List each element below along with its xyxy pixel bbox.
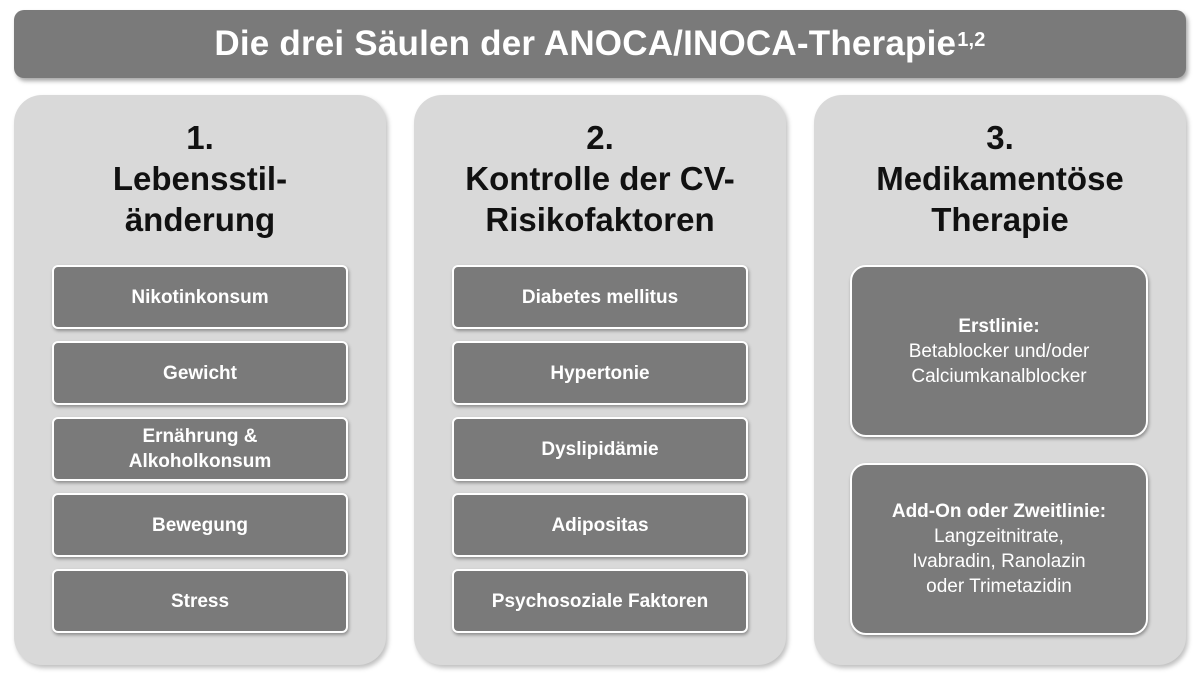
pillar-title-line: änderung — [124, 201, 276, 238]
pillar-risk-factors — [414, 95, 786, 665]
pillar-medication — [814, 95, 1186, 665]
pillar-title-line: Medikamentöse — [876, 160, 1124, 197]
therapy-line: Langzeitnitrate, — [934, 526, 1064, 547]
item-label: Hypertonie — [550, 362, 650, 384]
pillar-number: 2. — [586, 119, 614, 156]
item-label: Dyslipidämie — [541, 438, 659, 460]
item-box — [452, 493, 748, 557]
therapy-heading: Add-On oder Zweitlinie: — [891, 501, 1107, 522]
pillar-title-line: Risikofaktoren — [485, 201, 715, 238]
pillar-title — [814, 117, 1186, 240]
page-title: Die drei Säulen der ANOCA/INOCA-Therapie — [214, 24, 957, 63]
therapy-line: Calciumkanalblocker — [911, 365, 1087, 387]
item-box — [452, 265, 748, 329]
therapy-second-line-box — [850, 463, 1148, 635]
pillar-title — [14, 117, 386, 240]
pillar-number: 3. — [986, 119, 1014, 156]
item-box — [52, 341, 348, 405]
item-box — [52, 265, 348, 329]
therapy-heading: Erstlinie: — [958, 315, 1040, 337]
page-title-banner — [14, 10, 1186, 78]
pillar-number: 1. — [186, 119, 214, 156]
item-box — [452, 569, 748, 633]
item-label: Gewicht — [163, 362, 237, 384]
item-box — [52, 493, 348, 557]
pillar-title-line: Lebensstil- — [112, 160, 288, 197]
item-label: Bewegung — [151, 514, 249, 536]
therapy-first-line-box — [850, 265, 1148, 437]
pillar-title-line: Therapie — [931, 201, 1069, 238]
therapy-line: Ivabradin, Ranolazin — [912, 551, 1086, 572]
item-box — [452, 341, 748, 405]
item-label: Nikotinkonsum — [131, 286, 269, 308]
therapy-line: oder Trimetazidin — [926, 576, 1072, 597]
item-box — [52, 417, 348, 481]
item-label: Psychosoziale Faktoren — [491, 590, 709, 612]
item-label: Adipositas — [551, 514, 649, 536]
pillar-title-line: Kontrolle der CV- — [465, 160, 735, 197]
item-box — [52, 569, 348, 633]
item-label: Stress — [170, 590, 230, 612]
therapy-line: Betablocker und/oder — [908, 340, 1090, 362]
item-label: Ernährung & — [142, 426, 258, 447]
pillar-lifestyle — [14, 95, 386, 665]
title-footnote-ref: 1,2 — [957, 28, 986, 51]
item-label: Diabetes mellitus — [521, 286, 679, 308]
pillar-title — [414, 117, 786, 240]
item-box — [452, 417, 748, 481]
item-label: Alkoholkonsum — [128, 451, 272, 472]
